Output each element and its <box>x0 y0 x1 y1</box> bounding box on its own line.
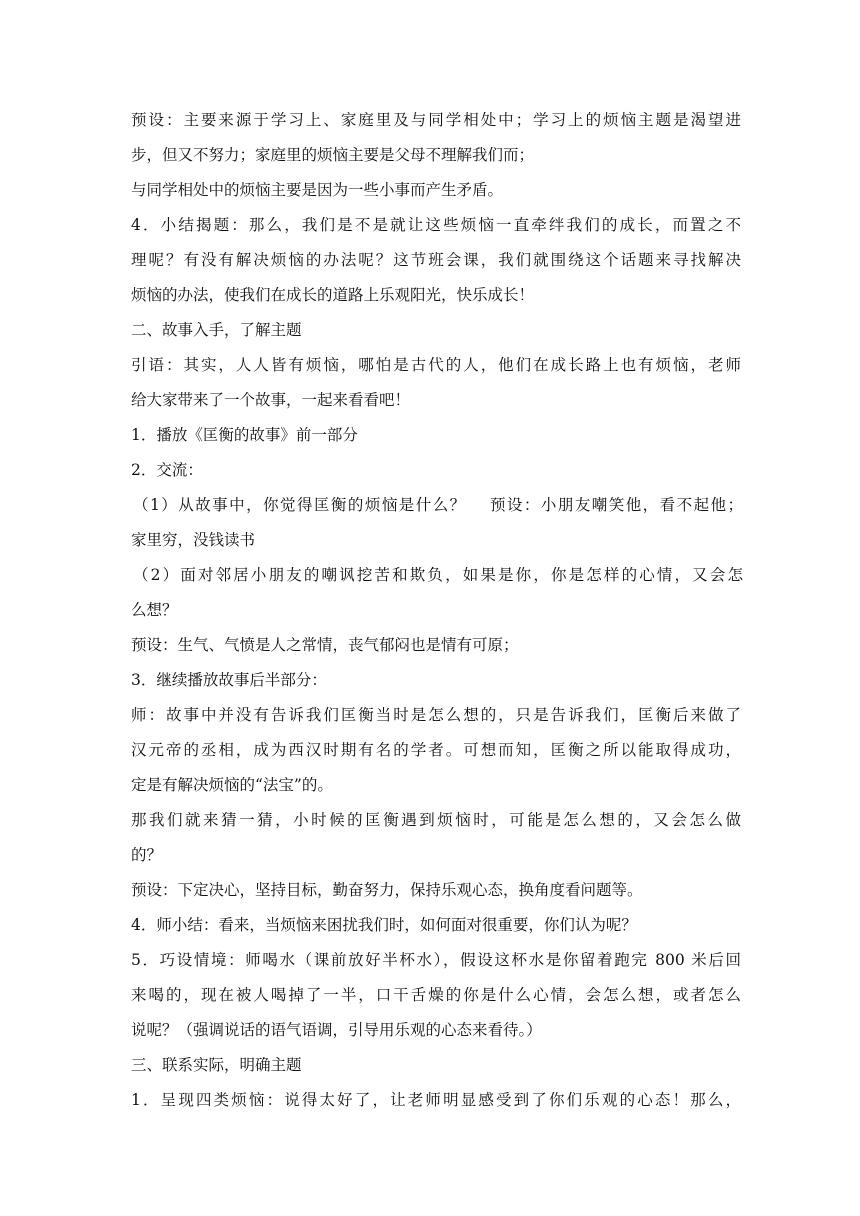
text-line: 定是有解决烦恼的“法宝”的。 <box>131 776 333 794</box>
text-line: （2）面对邻居小朋友的嘲讽挖苦和欺负，如果是你，你是怎样的心情，又会怎 <box>133 566 743 584</box>
text-line: 5．巧设情境：师喝水（课前放好半杯水），假设这杯水是你留着跑完 800 米后回 <box>131 951 741 969</box>
text-line: 么想？ <box>131 601 178 619</box>
text-line: 家里穷，没钱读书 <box>131 531 256 549</box>
text-line: 3．继续播放故事后半部分： <box>131 671 327 689</box>
text-line: 说呢？（强调说话的语气语调，引导用乐观的心态来看待。） <box>131 1021 542 1039</box>
text-line: 步，但又不努力；家庭里的烦恼主要是父母不理解我们而； <box>131 146 535 164</box>
text-line: （1）从故事中，你觉得匡衡的烦恼是什么？ 预设：小朋友嘲笑他，看不起他； <box>133 496 743 514</box>
section-heading: 二、故事入手，了解主题 <box>131 321 302 339</box>
text-line: 预设：生气、气愤是人之常情，丧气郁闷也是情有可原； <box>131 636 519 654</box>
text-line: 1．呈现四类烦恼：说得太好了，让老师明显感受到了你们乐观的心态！那么， <box>131 1091 741 1109</box>
text-line: 1．播放《匡衡的故事》前一部分 <box>131 426 358 444</box>
text-line: 给大家带来了一个故事，一起来看看吧！ <box>131 391 411 409</box>
text-line: 那我们就来猜一猜，小时候的匡衡遇到烦恼时，可能是怎么想的，又会怎么做 <box>131 811 741 829</box>
text-line: 预设：主要来源于学习上、家庭里及与同学相处中；学习上的烦恼主题是渴望进 <box>131 111 741 129</box>
text-line: 理呢？有没有解决烦恼的办法呢？这节班会课，我们就围绕这个话题来寻找解决 <box>131 251 741 269</box>
text-line: 引语：其实，人人皆有烦恼，哪怕是古代的人，他们在成长路上也有烦恼，老师 <box>131 356 741 374</box>
text-line: 预设：下定决心，坚持目标，勤奋努力，保持乐观心态，换角度看问题等。 <box>131 881 643 899</box>
text-line: 烦恼的办法，使我们在成长的道路上乐观阳光，快乐成长！ <box>131 286 535 304</box>
text-line: 汉元帝的丞相，成为西汉时期有名的学者。可想而知，匡衡之所以能取得成功， <box>131 741 741 759</box>
text-line: 4．师小结：看来，当烦恼来困扰我们时，如何面对很重要，你们认为呢？ <box>131 916 637 934</box>
text-line: 2．交流： <box>131 461 203 479</box>
text-line: 来喝的，现在被人喝掉了一半，口干舌燥的你是什么心情，会怎么想，或者怎么 <box>131 986 741 1004</box>
text-line: 的？ <box>131 846 163 864</box>
text-line: 师：故事中并没有告诉我们匡衡当时是怎么想的，只是告诉我们，匡衡后来做了 <box>131 706 741 724</box>
section-heading: 三、联系实际，明确主题 <box>131 1056 302 1074</box>
text-line: 4．小结揭题：那么，我们是不是就让这些烦恼一直牵绊我们的成长，而置之不 <box>131 216 741 234</box>
text-line: 与同学相处中的烦恼主要是因为一些小事而产生矛盾。 <box>131 181 504 199</box>
